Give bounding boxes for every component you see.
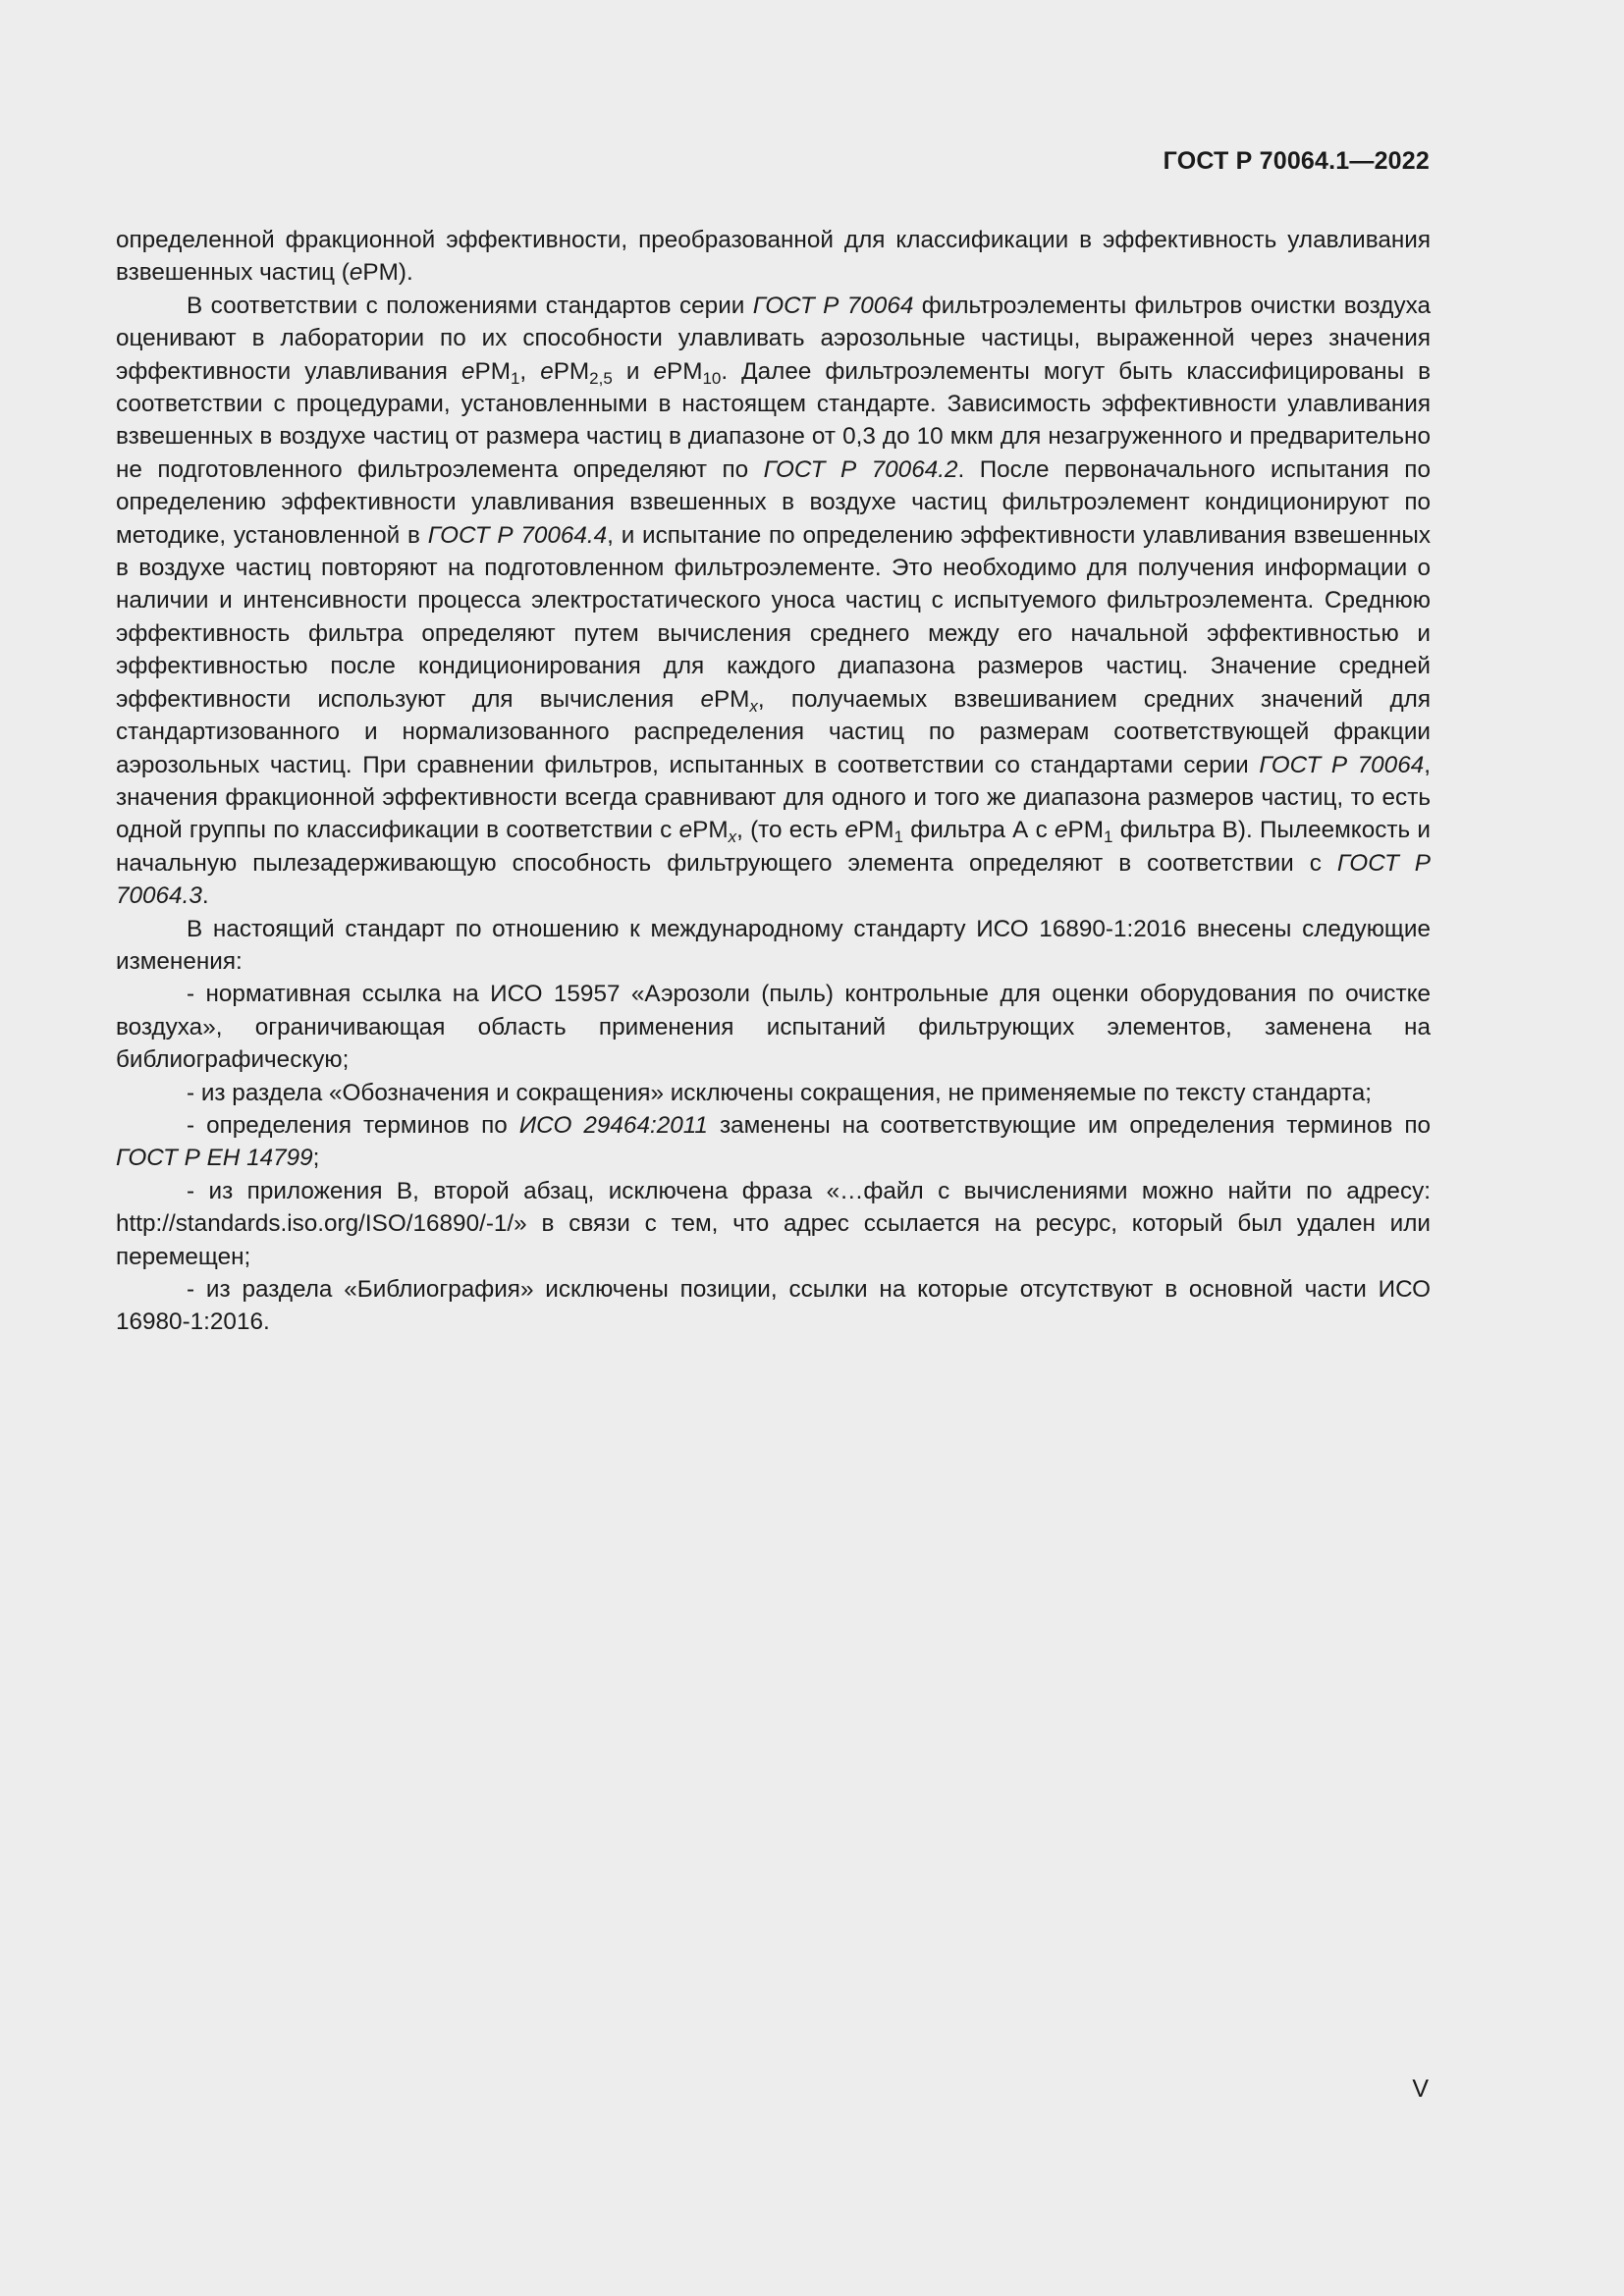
italic-run: e bbox=[700, 685, 714, 713]
text-run: ; bbox=[312, 1145, 320, 1172]
standard-reference: ГОСТ Р 70064.3 bbox=[116, 849, 1431, 910]
list-item-change bbox=[116, 1273, 1431, 1339]
text-run: . После первоначального испытания по определению эффективности улавливания взвешенных в воздухе частиц фильтроэлемент кондиционируют по методике, установленной в bbox=[116, 455, 1431, 549]
subscript: 2,5 bbox=[589, 368, 613, 388]
standard-reference: ГОСТ Р 70064.2 bbox=[763, 455, 958, 483]
list-item-change bbox=[116, 1077, 1431, 1109]
italic-run: e bbox=[678, 817, 693, 844]
text-run: - из раздела «Библиография» исключены позиции, ссылки на которые отсутствуют в основной части ИСО 16980-1:2016. bbox=[116, 1276, 1431, 1336]
text-run: фильтра А с bbox=[902, 817, 1056, 844]
italic-run: e bbox=[349, 259, 363, 287]
text-run: PM). bbox=[362, 259, 413, 287]
list-item-change bbox=[116, 1175, 1431, 1273]
text-run: , (то есть bbox=[736, 817, 845, 844]
paragraph-changes-intro bbox=[116, 913, 1431, 979]
text-run: и bbox=[612, 357, 654, 385]
text-run: , и испытание по определению эффективности улавливания взвешенных в воздухе частиц повторяют на подготовленном фильтроэлементе. Это необходимо для получения информации о наличии и интенсивности процесса электростатического уноса частиц с испытуемого фильтроэлемента. Среднюю эффективность фильтра определяют путем вычисления среднего между его начальной эффективностью и эффективностью после кондиционирования для каждого диапазона размеров частиц. Значение средней эффективности используют для вычисления bbox=[116, 521, 1431, 713]
text-run: фильтра В). Пылеемкость и начальную пылезадерживающую способность фильтрующего элемента определяют в соответствии с bbox=[116, 817, 1431, 877]
subscript: 1 bbox=[510, 368, 520, 388]
subscript: x bbox=[749, 696, 758, 716]
text-run: PM bbox=[553, 357, 590, 385]
standard-reference: ГОСТ Р 70064 bbox=[752, 292, 914, 319]
page-number: V bbox=[1412, 2075, 1429, 2103]
italic-run: e bbox=[1055, 817, 1068, 844]
list-item-change bbox=[116, 978, 1431, 1076]
document-code-header: ГОСТ Р 70064.1—2022 bbox=[1163, 147, 1430, 175]
standard-reference: ГОСТ Р ЕН 14799 bbox=[116, 1145, 313, 1172]
body-text bbox=[116, 224, 1431, 1339]
subscript: 10 bbox=[702, 368, 722, 388]
text-run: , bbox=[519, 357, 541, 385]
text-run: заменены на соответствующие им определения терминов по bbox=[707, 1111, 1431, 1139]
text-run: фильтроэлементы фильтров очистки воздуха оценивают в лаборатории по их способности улавливать аэрозольные частицы, выраженной через значения эффективности улавливания bbox=[116, 292, 1431, 385]
text-run: определенной фракционной эффективности, преобразованной для классификации в эффективность улавливания взвешенных частиц ( bbox=[116, 227, 1431, 287]
standard-reference: ГОСТ Р 70064.4 bbox=[427, 521, 608, 549]
text-run: PM bbox=[858, 817, 894, 844]
paragraph-epm-definition bbox=[116, 224, 1431, 290]
subscript: 1 bbox=[1104, 828, 1113, 847]
standard-reference: ГОСТ Р 70064 bbox=[1259, 751, 1425, 778]
text-run: PM bbox=[667, 357, 703, 385]
italic-run: e bbox=[844, 817, 859, 844]
text-run: PM bbox=[713, 685, 750, 713]
text-run: В соответствии с положениями стандартов серии bbox=[187, 292, 753, 319]
text-run: В настоящий стандарт по отношению к международному стандарту ИСО 16890-1:2016 внесены следующие изменения: bbox=[116, 915, 1431, 975]
text-run: , получаемых взвешиванием средних значений для стандартизованного и нормализованного распределения частиц по размерам соответствующей фракции аэрозольных частиц. При сравнении фильтров, испытанных в соответствии со стандартами серии bbox=[116, 685, 1431, 778]
text-run: . bbox=[201, 882, 209, 910]
italic-run: e bbox=[460, 357, 475, 385]
standard-reference: ИСО 29464:2011 bbox=[518, 1111, 708, 1139]
text-run: , значения фракционной эффективности всегда сравнивают для одного и того же диапазона размеров частиц, то есть одной группы по классификации в соответствии с bbox=[116, 751, 1431, 844]
text-run: PM bbox=[692, 817, 729, 844]
subscript: x bbox=[728, 828, 737, 847]
list-item-change bbox=[116, 1109, 1431, 1175]
italic-run: e bbox=[540, 357, 554, 385]
text-run: . Далее фильтроэлементы могут быть классифицированы в соответствии с процедурами, установленными в настоящем стандарте. Зависимость эффективности улавливания взвешенных в воздухе частиц от размера частиц в диапазоне от 0,3 до 10 мкм для незагруженного и предварительно не подготовленного фильтроэлемента определяют по bbox=[116, 357, 1431, 483]
text-run: - нормативная ссылка на ИСО 15957 «Аэрозоли (пыль) контрольные для оценки оборудования по очистке воздуха», ограничивающая область применения испытаний фильтрующих элементов, заменена на библиографическую; bbox=[116, 981, 1431, 1074]
paragraph-gost-series bbox=[116, 290, 1431, 913]
subscript: 1 bbox=[893, 828, 903, 847]
text-run: - из приложения В, второй абзац, исключена фраза «…файл с вычислениями можно найти по адресу: http://standards.iso.org/ISO/16890/-1/» в связи с тем, что адрес ссылается на ресурс, который был удален или перемещен; bbox=[116, 1177, 1431, 1270]
text-run: PM bbox=[474, 357, 511, 385]
text-run: - определения терминов по bbox=[187, 1111, 519, 1139]
text-run: PM bbox=[1067, 817, 1104, 844]
text-run: - из раздела «Обозначения и сокращения» исключены сокращения, не применяемые по тексту стандарта; bbox=[187, 1079, 1372, 1106]
italic-run: e bbox=[653, 357, 667, 385]
